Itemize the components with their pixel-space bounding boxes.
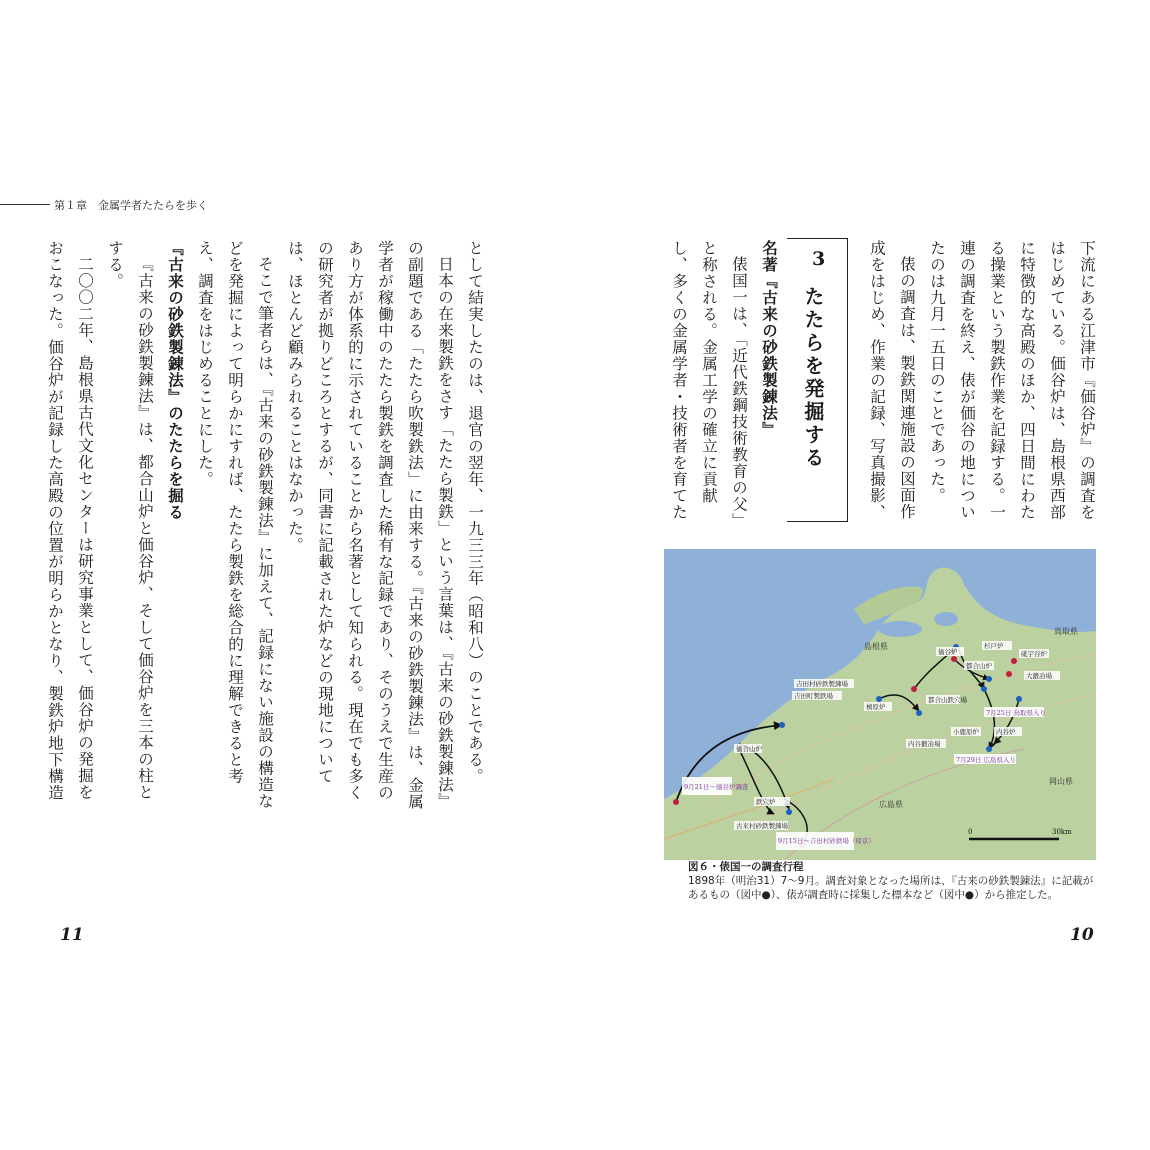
svg-text:0: 0	[968, 828, 973, 836]
site-label: 杉戸炉	[984, 642, 1004, 650]
figure-caption	[688, 860, 1098, 902]
pref-label-shimane: 島根県	[864, 642, 888, 651]
pref-label-tottori: 鳥取県	[1054, 627, 1078, 636]
right-paragraph-2: 俵の調査は、製鉄関連施設の図面作成をはじめ、作業の記録、写真撮影、	[868, 240, 916, 521]
site-label: 価合山炉	[736, 745, 762, 753]
left-paragraph-4: 『古来の砂鉄製錬法』は、都合山炉と価谷炉、そして価谷炉を三本の柱とする。	[106, 240, 154, 800]
pref-label-hiroshima: 広島県	[879, 800, 903, 809]
right-page-text-upper	[862, 240, 1102, 530]
site-label: 小鹿原炉	[953, 728, 979, 736]
right-paragraph-1: 下流にある江津市『価谷炉』の調査をはじめている。価谷炉は、島根県西部に特徴的な高殿のほか、四日間にわたる操業という製鉄作業を記録する。一連の調査を終え、俵が価谷の地についたのは九月一五日のことであった。	[928, 240, 1096, 521]
left-page-text	[40, 240, 490, 810]
site-label: 大鍛冶場	[1026, 672, 1052, 680]
site-label: 価谷炉	[938, 648, 958, 656]
left-subhead: 『古来の砂鉄製錬法』のたたらを掘る	[166, 240, 184, 521]
site-label: 古来村砂鉄製錬場	[736, 822, 788, 830]
date-label: 9月21日〜価谷炉調査	[684, 783, 749, 791]
caption-title: 図６・俵国一の調査行程	[688, 861, 804, 873]
right-subhead: 名著『古来の砂鉄製錬法』	[760, 240, 778, 438]
site-label: 都合山炉	[966, 662, 992, 670]
site-label: 吉田町製鉄場	[794, 692, 833, 700]
site-label: 鉄穴炉	[756, 798, 776, 806]
left-paragraph-3: そこで筆者らは、『古来の砂鉄製錬法』に加えて、記録にない施設の構造などを発掘によって明らかにすれば、たたら製鉄を総合的に理解できると考え、調査をはじめることにした。	[196, 240, 274, 809]
right-page-number: 10	[1070, 925, 1094, 945]
header-rule	[0, 204, 50, 205]
caption-text: 1898年（明治31）7〜9月。調査対象となった場所は、『古来の砂鉄製錬法』に記載があるもの（図中●）、俵が調査時に採集した標本など（図中●）から推定した。	[688, 875, 1094, 901]
section-title: たたらを発掘する	[801, 286, 825, 470]
left-paragraph-5: 二〇〇二年、島根県古代文化センターは研究事業として、価谷炉の発掘をおこなった。価谷炉が記録した高殿の位置が明らかとなり、製鉄炉地下構造	[46, 240, 94, 801]
date-label: 7月25日 鳥取県入り	[986, 709, 1046, 717]
nakaumi	[934, 612, 958, 626]
site-label: 内谷鍛冶場	[908, 740, 941, 748]
right-paragraph-3: 俵国一は、「近代鉄鋼技術教育の父」と称される。金属工学の確立に貢献し、多くの金属学者・技術者を育てた	[670, 240, 748, 529]
site-label: 吉田村砂鉄製錬場	[796, 680, 848, 688]
date-label: 7月29日 広島県入り	[956, 756, 1016, 764]
survey-route-map	[664, 549, 1096, 860]
site-label: 砥宇谷炉	[1021, 650, 1047, 658]
right-page-text-lower	[664, 240, 784, 530]
svg-text:30km: 30km	[1052, 828, 1072, 836]
site-label: 内谷炉	[996, 728, 1016, 736]
left-page-number: 11	[60, 925, 84, 945]
site-label: 都合山鉄穴場	[928, 696, 967, 704]
date-label: 9月15日〜吉田村砂鉄場（帰京）	[778, 837, 875, 845]
site-label: 槙原炉	[866, 703, 886, 711]
pref-label-okayama: 岡山県	[1049, 777, 1073, 786]
running-head: 第１章 金属学者たたらを歩く	[54, 199, 208, 212]
lake-shinji	[878, 621, 922, 637]
left-paragraph-1: として結実したのは、退官の翌年、一九三三年（昭和八）のことである。	[466, 240, 484, 785]
left-paragraph-2: 日本の在来製鉄をさす「たたら製鉄」という言葉は、『古来の砂鉄製錬法』の副題である「たたら吹製鉄法」に由来する。『古来の砂鉄製錬法』は、金属学者が稼働中のたたら製鉄を調査した稀有な記録であり、そのうえで生産のあり方が体系的に示されていることから名著として知られる。現在でも多くの研究者が拠りどころとするが、同書に記載された炉などの現地については、ほとんど顧みられることはなかった。	[286, 240, 454, 810]
section-number: 3	[812, 248, 826, 270]
